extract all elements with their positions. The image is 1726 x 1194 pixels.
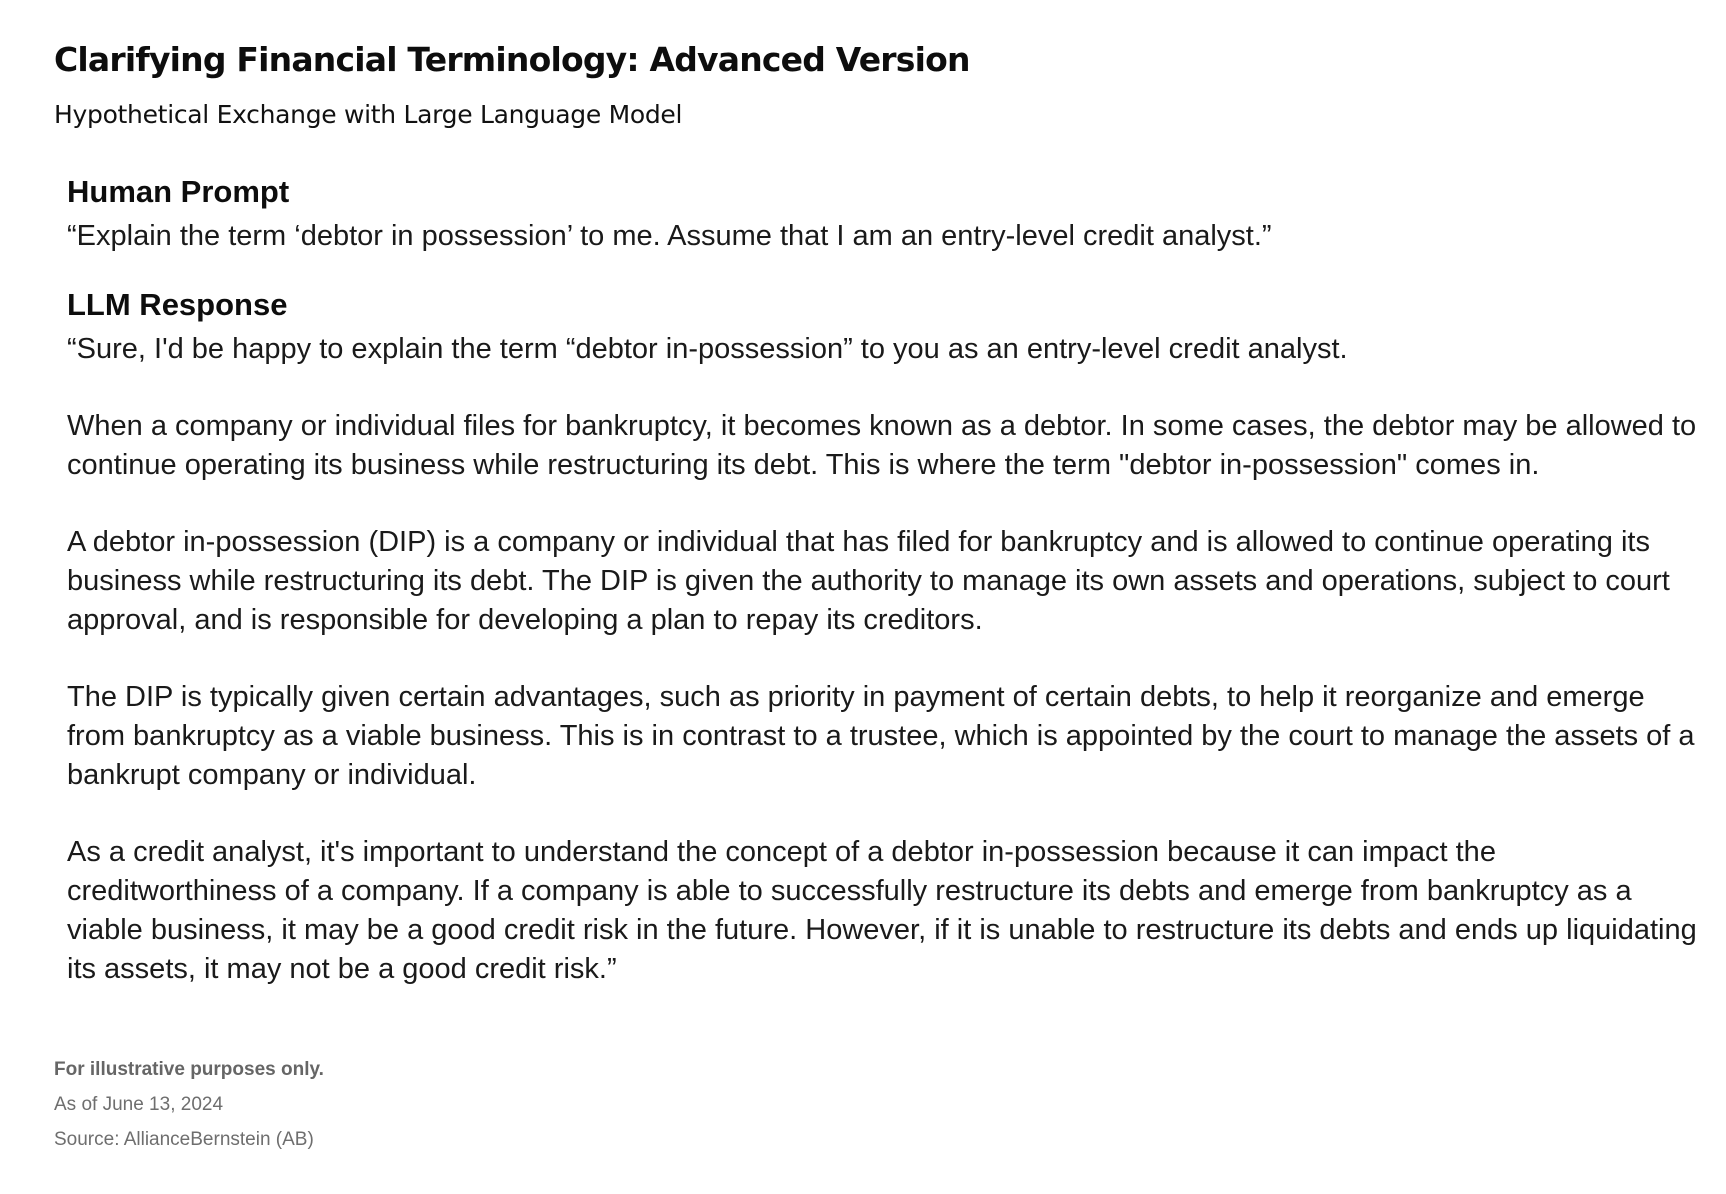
- page-subtitle: Hypothetical Exchange with Large Language Model: [54, 100, 683, 129]
- response-section: [67, 284, 1697, 989]
- response-paragraph: As a credit analyst, it's important to understand the concept of a debtor in-possession because it can impact the creditworthiness of a company. If a company is able to successfully restructure its debts and emerge from bankruptcy as a viable business, it may be a good credit risk in the future. However, if it is unable to restructure its debts and ends up liquidating its assets, it may not be a good credit risk.”: [67, 836, 1697, 985]
- response-paragraph: When a company or individual files for bankruptcy, it becomes known as a debtor. In some cases, the debtor may be allowed to continue operating its business while restructuring its debt. This is where the term "debtor in-possession" comes in.: [67, 410, 1697, 481]
- response-paragraph: A debtor in-possession (DIP) is a company or individual that has filed for bankruptcy and is allowed to continue operating its business while restructuring its debt. The DIP is given the authority to manage its own assets and operations, subject to court approval, and is responsible for developing a plan to repay its creditors.: [67, 526, 1670, 636]
- exchange-content: [67, 171, 1697, 989]
- source-note: Source: AllianceBernstein (AB): [54, 1129, 314, 1150]
- disclaimer-note: For illustrative purposes only.: [54, 1059, 324, 1080]
- footer-notes: [54, 1052, 324, 1157]
- response-paragraph: “Sure, I'd be happy to explain the term “debtor in-possession” to you as an entry-level credit analyst.: [67, 333, 1348, 365]
- response-paragraph: The DIP is typically given certain advantages, such as priority in payment of certain debts, to help it reorganize and emerge from bankruptcy as a viable business. This is in contrast to a trustee, which is appointed by the court to manage the assets of a bankrupt company or individual.: [67, 681, 1695, 791]
- prompt-section: [67, 171, 1697, 256]
- prompt-text: “Explain the term ‘debtor in possession’ to me. Assume that I am an entry-level credit analyst.”: [67, 220, 1272, 252]
- prompt-heading: Human Prompt: [67, 174, 290, 209]
- page-title: Clarifying Financial Terminology: Advanced Version: [54, 40, 970, 79]
- response-heading: LLM Response: [67, 287, 288, 322]
- date-note: As of June 13, 2024: [54, 1094, 224, 1115]
